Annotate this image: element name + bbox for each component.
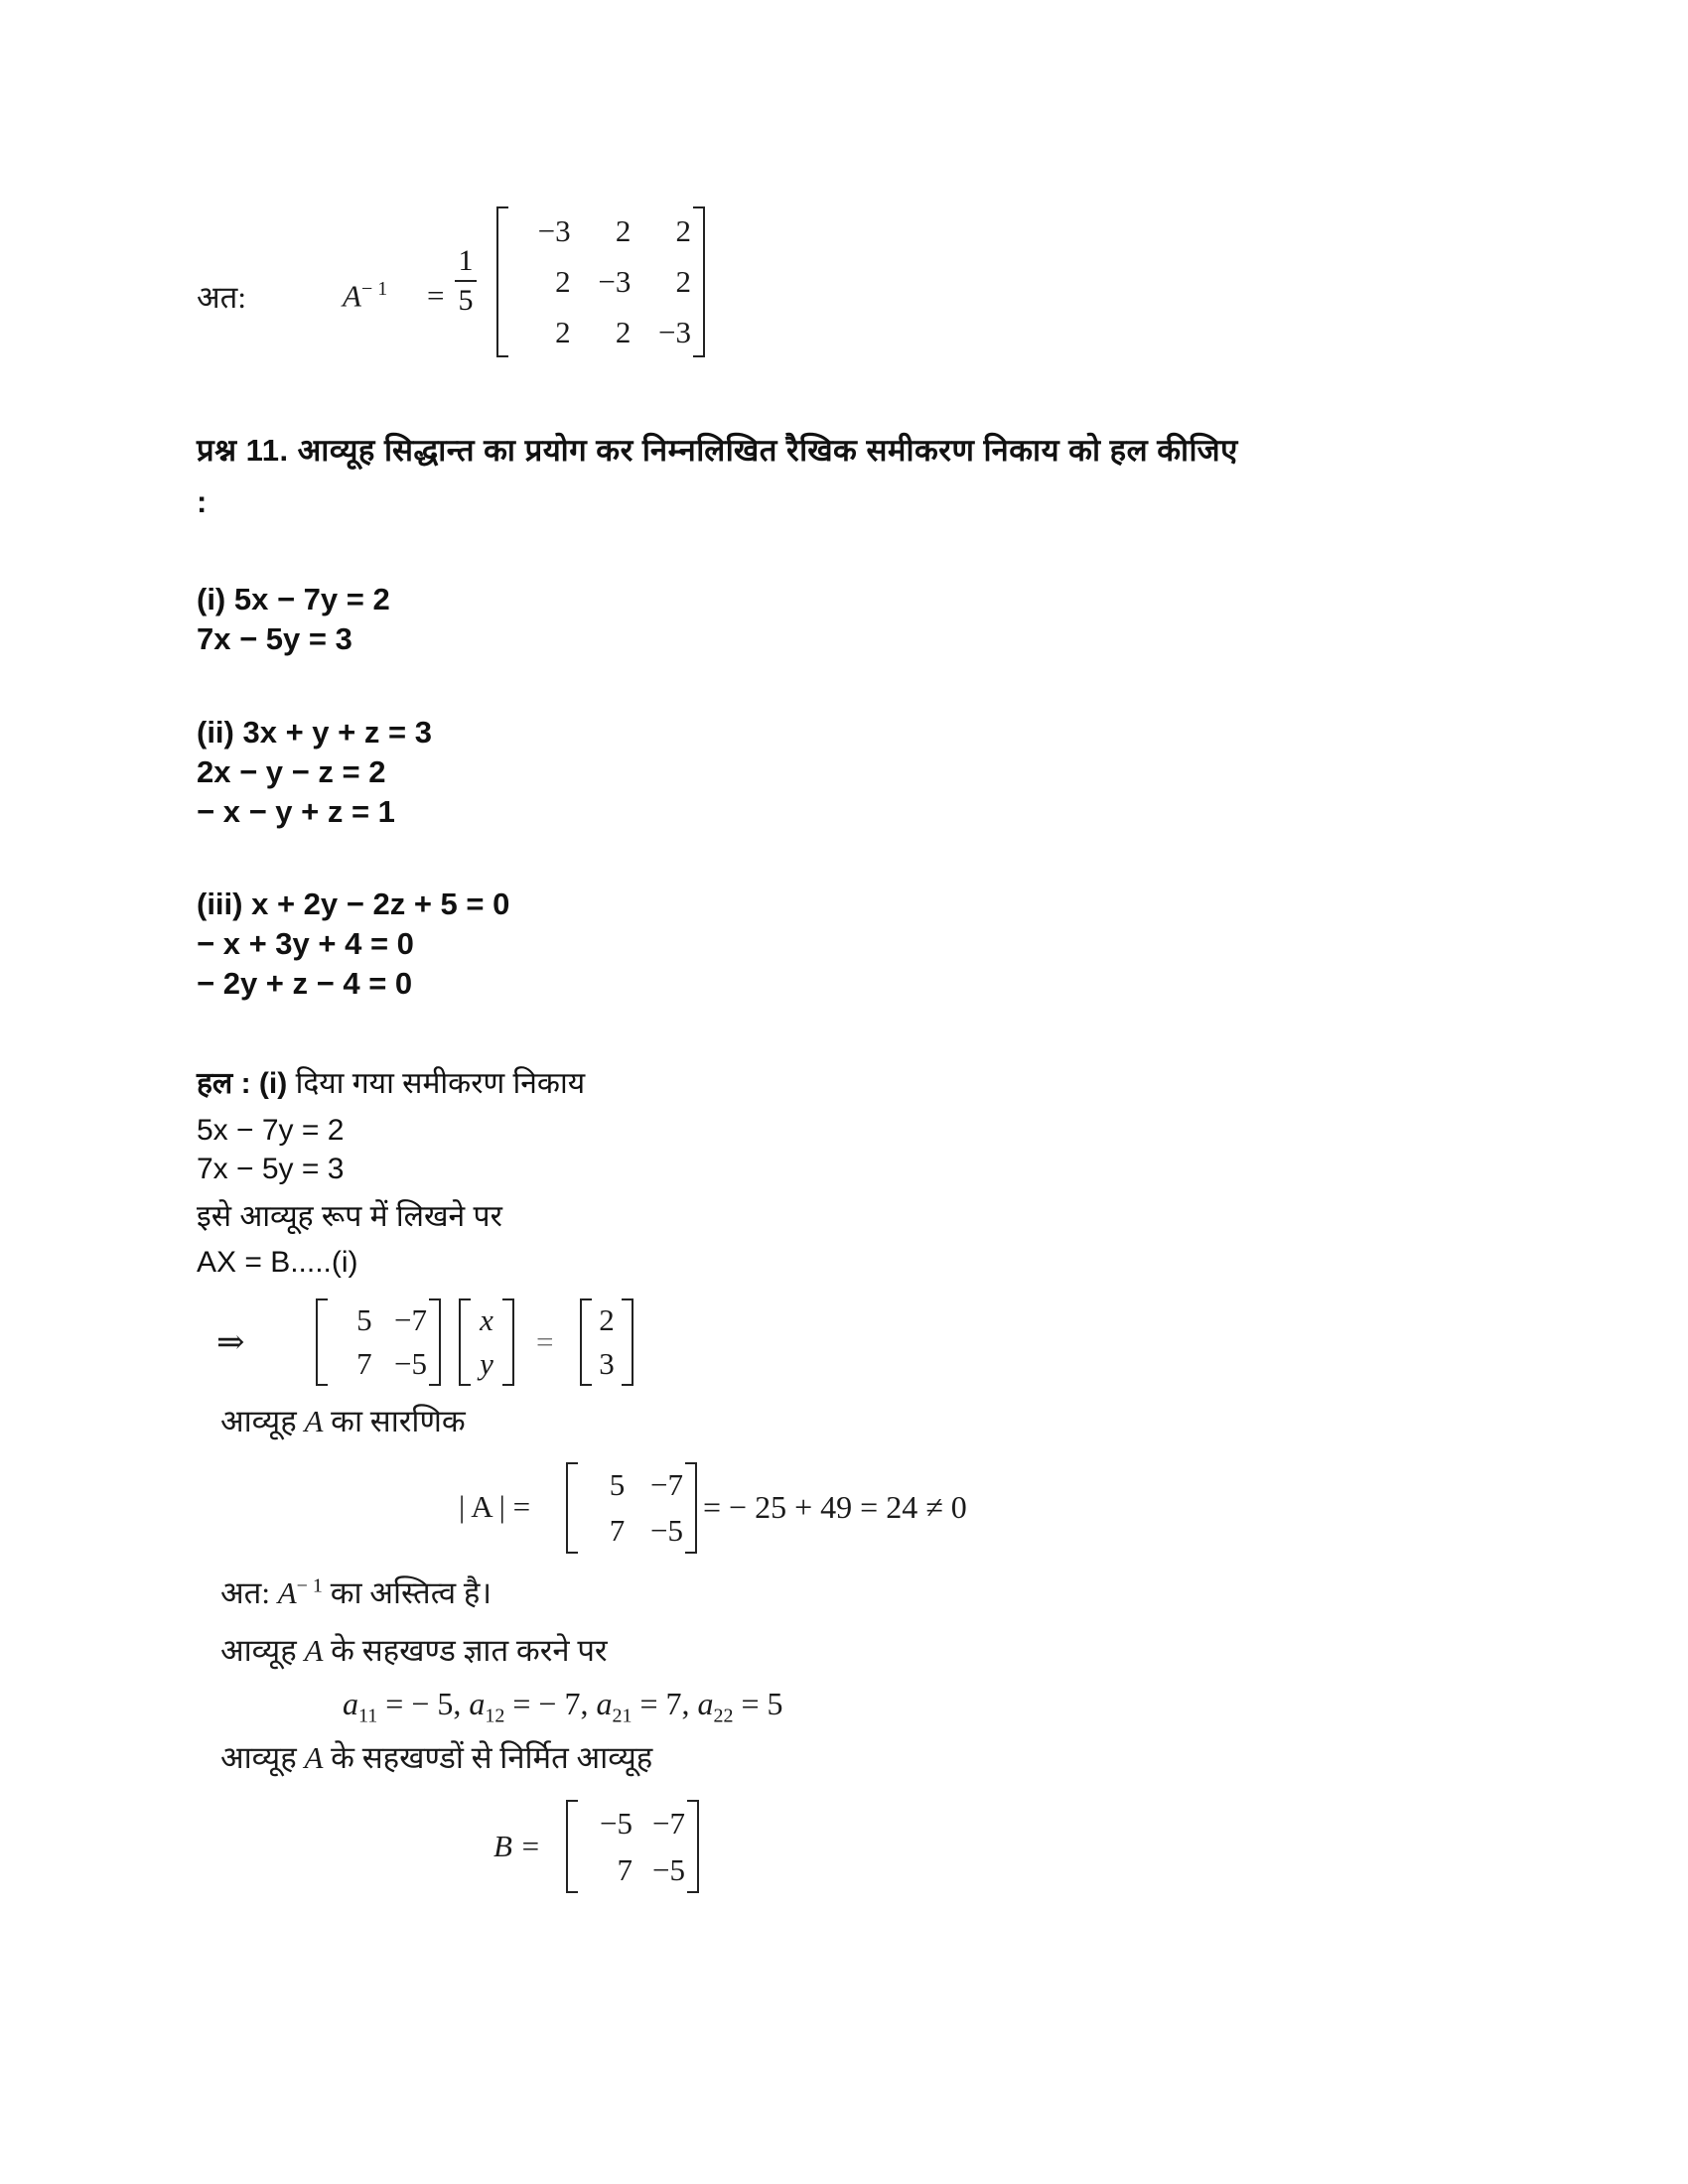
cofactor-symbol: a: [343, 1686, 358, 1721]
determinant-matrix: [566, 1462, 697, 1554]
cofactor-matrix-lhs: B =: [493, 1829, 541, 1863]
cofactor: [469, 1686, 597, 1727]
constant-vector: [580, 1298, 633, 1386]
fraction-one-fifth: [455, 244, 477, 318]
matrix-cell: 2: [599, 1302, 615, 1337]
text: अत:: [220, 1575, 278, 1610]
determinant-label: [220, 1400, 466, 1441]
matrix-cell: −5: [652, 1851, 685, 1887]
matrix-cell: 5: [356, 1302, 372, 1337]
inverse-matrix: [496, 206, 705, 357]
cofactor-index: 22: [713, 1705, 734, 1727]
text: आव्यूह: [220, 1404, 305, 1438]
equation-line: (iii) x + 2y − 2z + 5 = 0: [197, 887, 510, 921]
matrix-cell: 2: [615, 314, 632, 349]
cofactor: [343, 1686, 470, 1727]
matrix-cell: −3: [537, 213, 571, 249]
equation-set-iii: [197, 885, 509, 1004]
matrix-cell: −3: [658, 314, 691, 349]
text: के सहखण्ड ज्ञात करने पर: [323, 1633, 608, 1668]
question-title: प्रश्न 11. आव्यूह सिद्धान्त का प्रयोग कर निम्नलिखित रैखिक समीकरण निकाय को हल कीजिए: [197, 433, 1238, 468]
matrix-cell: 2: [555, 314, 571, 349]
cofactor-value: = 7,: [632, 1686, 698, 1721]
matrix-a-symbol: A: [343, 278, 361, 314]
cofactor-value: = − 7,: [504, 1686, 597, 1721]
text: का अस्तित्व है।: [322, 1575, 492, 1610]
solution-equation-1: 5x − 7y = 2: [197, 1114, 345, 1147]
matrix-cell: 7: [609, 1513, 626, 1548]
cofactor-index: 12: [485, 1705, 505, 1727]
matrix-a-symbol: A: [304, 1633, 324, 1668]
equals-sign: =: [536, 1324, 554, 1359]
equation-line: − 2y + z − 4 = 0: [197, 966, 413, 1001]
text: का सारणिक: [323, 1404, 466, 1438]
cofactor-symbol: a: [697, 1686, 714, 1721]
matrix-cell: −5: [394, 1346, 427, 1381]
text: आव्यूह: [220, 1633, 305, 1668]
matrix-cell: 3: [599, 1346, 615, 1381]
matrix-form-text: इसे आव्यूह रूप में लिखने पर: [197, 1200, 502, 1233]
solution-heading: [197, 1064, 585, 1104]
matrix-cell: 7: [356, 1346, 372, 1381]
matrix-cell: 7: [617, 1851, 633, 1887]
matrix-cell: −5: [650, 1513, 683, 1548]
solution-heading-text: दिया गया समीकरण निकाय: [287, 1067, 586, 1100]
matrix-cell: −7: [394, 1302, 427, 1337]
matrix-cell: −3: [598, 263, 632, 299]
cofactor: [697, 1686, 783, 1727]
equation-line: (i) 5x − 7y = 2: [197, 582, 390, 616]
equation-line: 7x − 5y = 3: [197, 621, 352, 656]
matrix-cell: y: [480, 1346, 493, 1381]
matrix-cell: −7: [652, 1805, 685, 1841]
implies-icon: ⇒: [216, 1324, 245, 1361]
equation-set-i: [197, 580, 390, 659]
equation-line: (ii) 3x + y + z = 3: [197, 715, 432, 750]
inverse-exists-text: [220, 1571, 492, 1613]
fraction-denominator: 5: [458, 284, 474, 317]
matrix-cell: −5: [600, 1805, 633, 1841]
equation-line: − x − y + z = 1: [197, 794, 395, 829]
cofactor-index: 11: [358, 1705, 378, 1727]
text: आव्यूह: [220, 1740, 305, 1775]
determinant-value: = − 25 + 49 = 24 ≠ 0: [703, 1489, 967, 1525]
cofactor-index: 21: [612, 1705, 633, 1727]
matrix-a-symbol: A: [304, 1404, 324, 1438]
matrix-cell: 2: [675, 263, 691, 299]
equals-sign: =: [427, 278, 445, 313]
coefficient-matrix: [316, 1298, 441, 1386]
cofactor-matrix-text: [220, 1736, 652, 1778]
fraction-numerator: 1: [458, 244, 474, 277]
matrix-a-symbol: A: [277, 1575, 297, 1610]
matrix-cell: 5: [609, 1467, 626, 1502]
matrix-cell: 2: [555, 263, 571, 299]
variable-vector: [459, 1298, 514, 1386]
cofactor-symbol: a: [469, 1686, 486, 1721]
cofactor-value: = − 5,: [377, 1686, 470, 1721]
solution-heading-bold: हल : (i): [197, 1067, 288, 1100]
question-title-colon: :: [197, 484, 208, 519]
matrix-cell: 2: [615, 213, 632, 249]
matrix-cell: −7: [650, 1467, 683, 1502]
matrix-a-symbol: A: [304, 1740, 324, 1775]
cofactor-text: [220, 1629, 608, 1671]
cofactor-value: = 5: [733, 1686, 783, 1721]
cofactor-values: [343, 1686, 783, 1727]
inverse-lhs: [343, 278, 387, 314]
equation-line: 2x − y − z = 2: [197, 754, 386, 789]
matrix-cell: 2: [675, 213, 691, 249]
cofactor-matrix: [566, 1800, 699, 1893]
cofactor: [596, 1686, 698, 1727]
determinant-lhs: | A | =: [459, 1489, 531, 1524]
matrix-cell: x: [480, 1302, 493, 1337]
solution-equation-2: 7x − 5y = 3: [197, 1153, 345, 1185]
cofactor-symbol: a: [596, 1686, 613, 1721]
inverse-superscript: − 1: [296, 1574, 323, 1597]
equation-line: − x + 3y + 4 = 0: [197, 926, 414, 961]
ax-equals-b: AX = B.....(i): [197, 1246, 358, 1279]
text: के सहखण्डों से निर्मित आव्यूह: [323, 1740, 653, 1775]
inverse-superscript: − 1: [360, 278, 388, 300]
hence-label: अत:: [197, 280, 246, 315]
equation-set-ii: [197, 713, 432, 832]
